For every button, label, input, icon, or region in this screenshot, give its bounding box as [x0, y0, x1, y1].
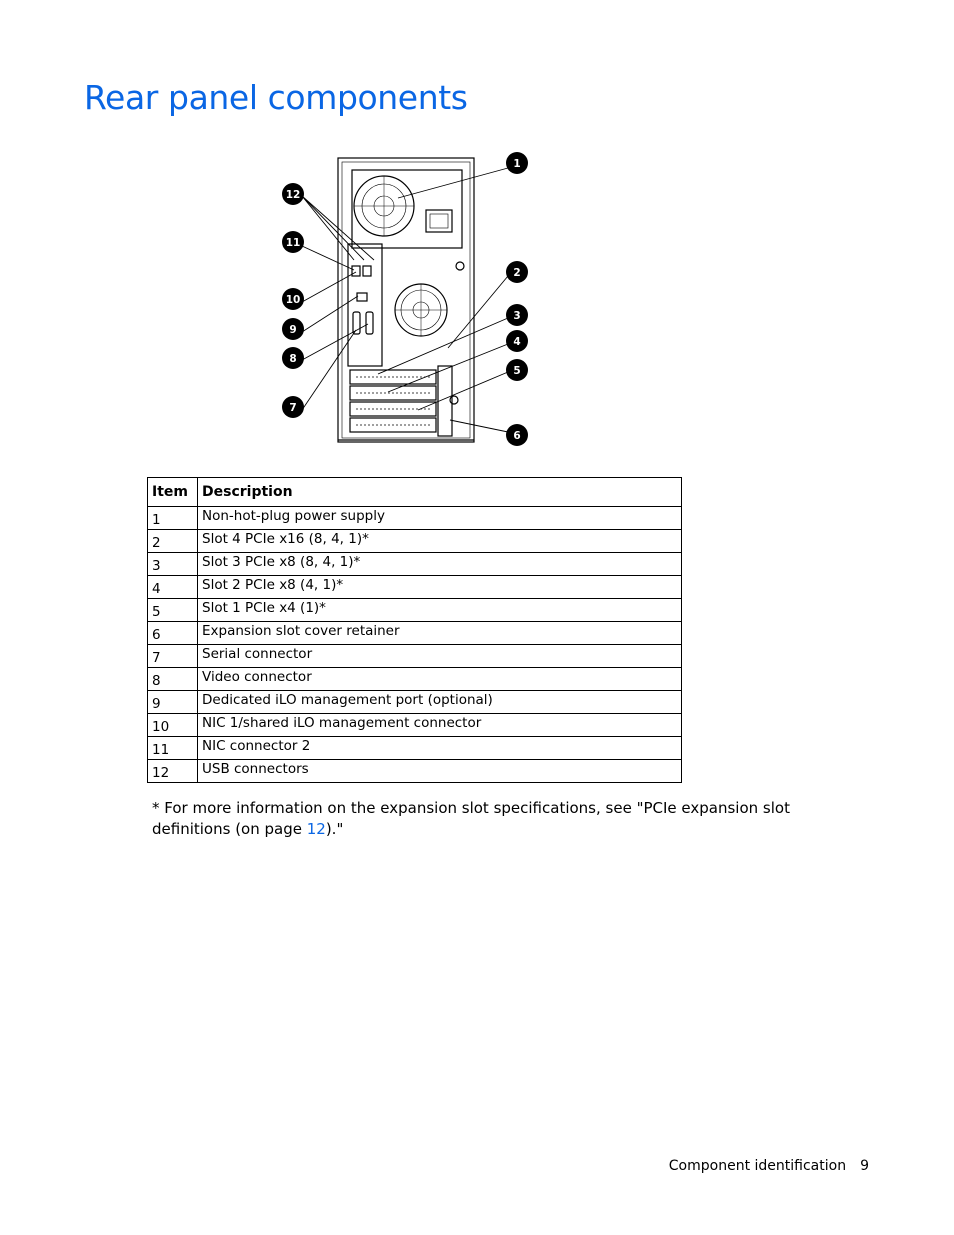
footer-section-name: Component identification [668, 1158, 847, 1174]
item-description: Video connector [198, 668, 682, 691]
item-number: 3 [148, 553, 198, 576]
server-chassis-drawing [338, 158, 474, 442]
item-description: USB connectors [198, 760, 682, 783]
table-row [148, 599, 682, 622]
footer-page-number: 9 [860, 1158, 869, 1174]
item-description: Serial connector [198, 645, 682, 668]
callout-10 [282, 288, 304, 310]
table-row [148, 737, 682, 760]
svg-text:8: 8 [289, 353, 297, 365]
callout-4 [506, 330, 528, 352]
table-row [148, 530, 682, 553]
svg-text:6: 6 [513, 430, 521, 442]
rear-panel-diagram [278, 148, 538, 450]
item-number: 4 [148, 576, 198, 599]
svg-text:1: 1 [513, 158, 521, 170]
callout-7 [282, 396, 304, 418]
footnote-text: * For more information on the expansion slot specifications, see "PCIe expansion slot definitions (on page [152, 799, 790, 838]
table-row [148, 668, 682, 691]
table-row [148, 691, 682, 714]
callout-6 [506, 424, 528, 446]
item-number: 10 [148, 714, 198, 737]
svg-text:7: 7 [289, 402, 297, 414]
table-row [148, 760, 682, 783]
page-link[interactable]: 12 [306, 820, 326, 838]
callout-12 [282, 183, 304, 205]
callout-8 [282, 347, 304, 369]
callout-2 [506, 261, 528, 283]
svg-text:3: 3 [513, 310, 521, 322]
components-table [147, 477, 682, 783]
item-number: 2 [148, 530, 198, 553]
item-description: Slot 3 PCIe x8 (8, 4, 1)* [198, 553, 682, 576]
callout-9 [282, 318, 304, 340]
table-row [148, 714, 682, 737]
svg-text:2: 2 [513, 267, 521, 279]
callout-1 [506, 152, 528, 174]
item-number: 5 [148, 599, 198, 622]
svg-text:4: 4 [513, 336, 521, 348]
callout-3 [506, 304, 528, 326]
item-description: Slot 1 PCIe x4 (1)* [198, 599, 682, 622]
item-number: 8 [148, 668, 198, 691]
item-description: Dedicated iLO management port (optional) [198, 691, 682, 714]
item-description: Slot 4 PCIe x16 (8, 4, 1)* [198, 530, 682, 553]
table-header-row [148, 478, 682, 507]
item-number: 7 [148, 645, 198, 668]
item-number: 11 [148, 737, 198, 760]
item-number: 6 [148, 622, 198, 645]
table-row [148, 553, 682, 576]
callout-11 [282, 231, 304, 253]
svg-text:5: 5 [513, 365, 521, 377]
svg-text:11: 11 [285, 237, 301, 249]
item-number: 9 [148, 691, 198, 714]
callout-leader-lines [302, 168, 508, 432]
svg-text:9: 9 [289, 324, 297, 336]
item-number: 12 [148, 760, 198, 783]
item-description: Slot 2 PCIe x8 (4, 1)* [198, 576, 682, 599]
table-row [148, 645, 682, 668]
svg-text:12: 12 [285, 189, 301, 201]
callout-5 [506, 359, 528, 381]
item-number: 1 [148, 507, 198, 530]
table-row [148, 507, 682, 530]
item-description: NIC connector 2 [198, 737, 682, 760]
item-description: NIC 1/shared iLO management connector [198, 714, 682, 737]
footnote-text-end: )." [325, 820, 344, 838]
item-description: Non-hot-plug power supply [198, 507, 682, 530]
column-header-item: Item [148, 478, 198, 507]
table-row [148, 622, 682, 645]
page-title: Rear panel components [84, 78, 468, 117]
page-footer [669, 1158, 869, 1174]
footnote [152, 798, 872, 840]
column-header-description: Description [198, 478, 682, 507]
table-row [148, 576, 682, 599]
item-description: Expansion slot cover retainer [198, 622, 682, 645]
svg-text:10: 10 [285, 294, 301, 306]
